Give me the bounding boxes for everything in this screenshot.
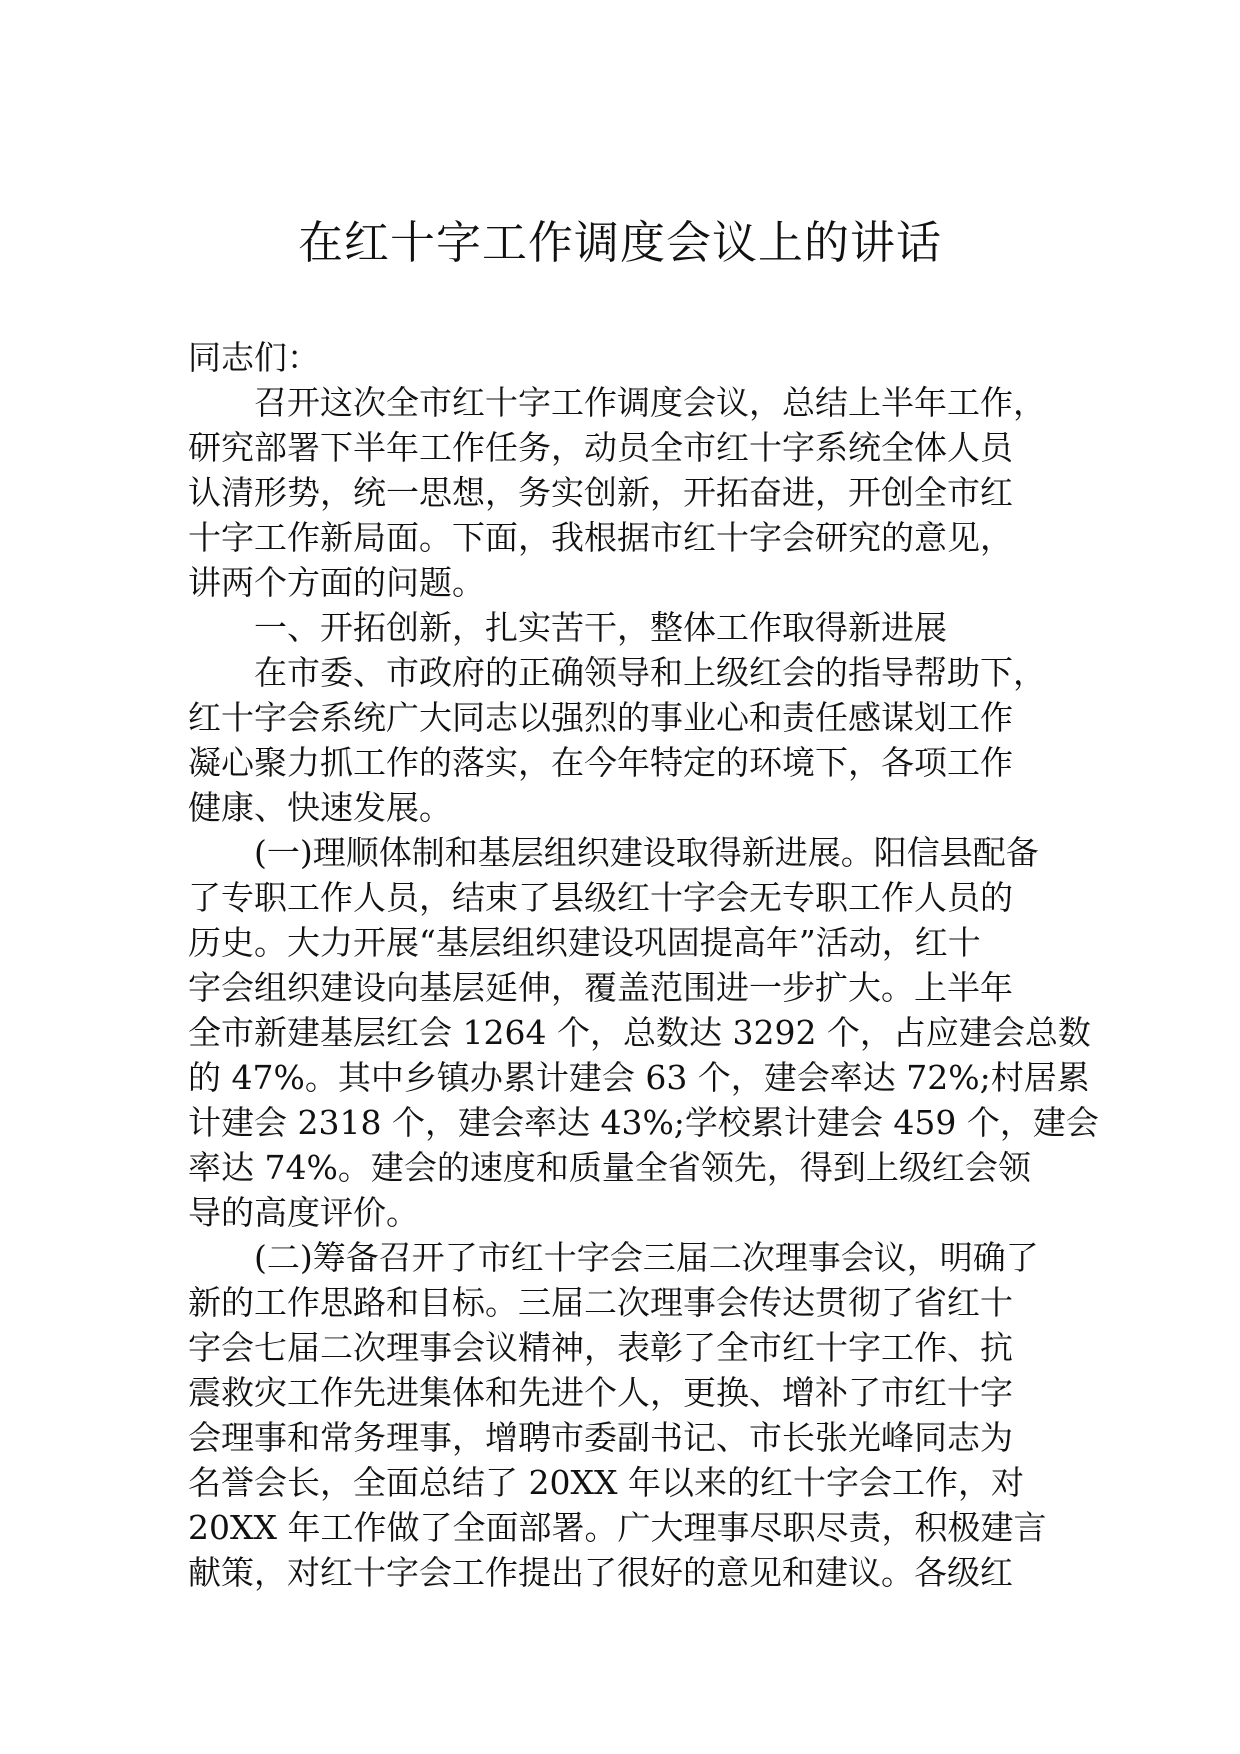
paragraph-line: 凝心聚力抓工作的落实，在今年特定的环境下，各项工作: [188, 743, 1013, 782]
paragraph-line: 研究部署下半年工作任务，动员全市红十字系统全体人员: [188, 428, 1013, 467]
paragraph-line: 在市委、市政府的正确领导和上级红会的指导帮助下，: [254, 653, 1046, 692]
paragraph-line: 震救灾工作先进集体和先进个人，更换、增补了市红十字: [188, 1373, 1013, 1412]
paragraph-line: 字会七届二次理事会议精神，表彰了全市红十字工作、抗: [188, 1328, 1013, 1367]
paragraph-line: 会理事和常务理事，增聘市委副书记、市长张光峰同志为: [188, 1418, 1013, 1457]
paragraph-line: 召开这次全市红十字工作调度会议，总结上半年工作，: [254, 383, 1046, 422]
paragraph-line: 的 47%。其中乡镇办累计建会 63 个，建会率达 72%;村居累: [188, 1058, 1090, 1097]
paragraph-line: 新的工作思路和目标。三届二次理事会传达贯彻了省红十: [188, 1283, 1013, 1322]
document-title: 在红十字工作调度会议上的讲话: [297, 216, 942, 269]
paragraph-line: 全市新建基层红会 1264 个，总数达 3292 个，占应建会总数: [188, 1013, 1091, 1052]
paragraph-line: (二)筹备召开了市红十字会三届二次理事会议，明确了: [254, 1238, 1039, 1277]
paragraph-line: 字会组织建设向基层延伸，覆盖范围进一步扩大。上半年: [188, 968, 1013, 1007]
paragraph-line: 认清形势，统一思想，务实创新，开拓奋进，开创全市红: [188, 473, 1013, 512]
section-heading: 一、开拓创新，扎实苦干，整体工作取得新进展: [254, 608, 947, 647]
paragraph-line: 献策，对红十字会工作提出了很好的意见和建议。各级红: [188, 1553, 1013, 1592]
paragraph-line: 导的高度评价。: [188, 1193, 419, 1232]
paragraph-line: 历史。大力开展“基层组织建设巩固提高年”活动，红十: [188, 923, 981, 962]
salutation-line: 同志们：: [188, 338, 320, 377]
paragraph-line: 健康、快速发展。: [188, 788, 452, 827]
paragraph-line: 计建会 2318 个，建会率达 43%;学校累计建会 459 个，建会: [188, 1103, 1099, 1142]
paragraph-line: 了专职工作人员，结束了县级红十字会无专职工作人员的: [188, 878, 1013, 917]
paragraph-line: (一)理顺体制和基层组织建设取得新进展。阳信县配备: [254, 833, 1039, 872]
paragraph-line: 十字工作新局面。下面，我根据市红十字会研究的意见，: [188, 518, 1013, 557]
paragraph-line: 率达 74%。建会的速度和质量全省领先，得到上级红会领: [188, 1148, 1031, 1187]
paragraph-line: 20XX 年工作做了全面部署。广大理事尽职尽责，积极建言: [188, 1508, 1047, 1547]
paragraph-line: 红十字会系统广大同志以强烈的事业心和责任感谋划工作: [188, 698, 1013, 737]
paragraph-line: 讲两个方面的问题。: [188, 563, 485, 602]
paragraph-line: 名誉会长，全面总结了 20XX 年以来的红十字会工作，对: [188, 1463, 1024, 1502]
document-body: [188, 335, 1099, 1595]
